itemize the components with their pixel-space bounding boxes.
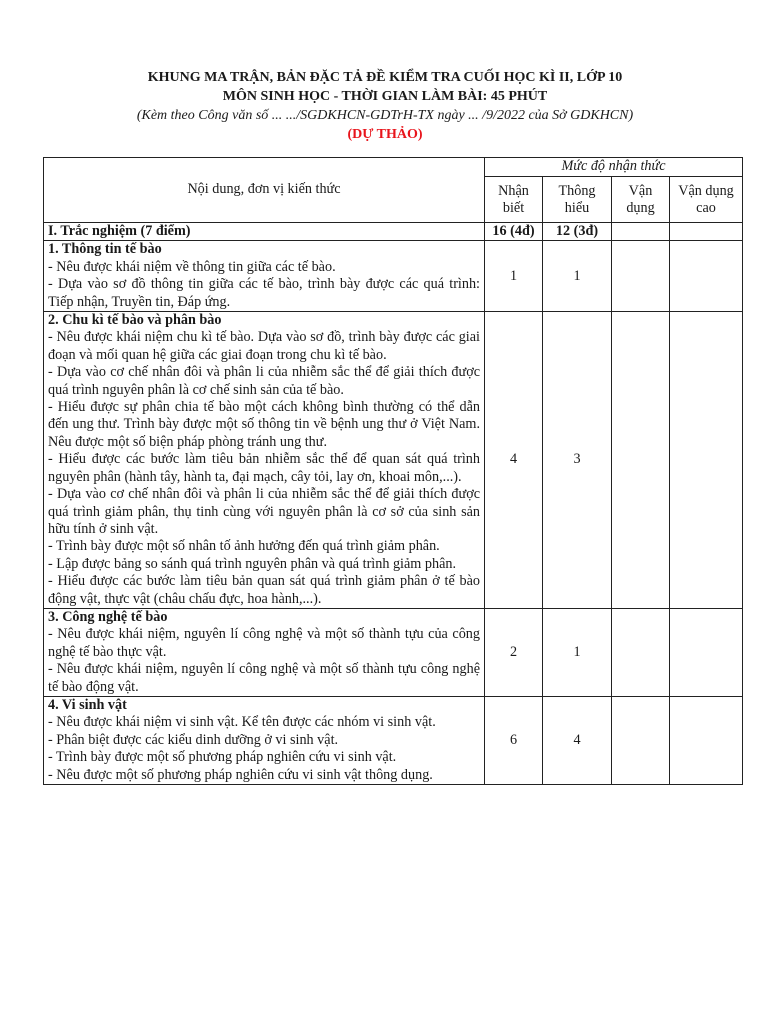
topic-line: - Nêu được khái niệm vi sinh vật. Kể tên được các nhóm vi sinh vật. xyxy=(48,714,436,731)
topic-cell xyxy=(44,241,485,312)
topic-title: 4. Vi sinh vật xyxy=(48,696,127,713)
topic-line: - Nêu được khái niệm, nguyên lí công nghệ và một số thành tựu của công nghệ tế bào thực vật. xyxy=(48,626,480,660)
knowledge-matrix-table xyxy=(43,157,743,785)
draft-label: (DỰ THẢO) xyxy=(347,127,423,142)
topic-line: - Dựa vào sơ đồ thông tin giữa các tế bào, trình bày được các quá trình: Tiếp nhận, Truyền tin, Đáp ứng. xyxy=(48,276,480,310)
topic-title: 3. Công nghệ tế bào xyxy=(48,608,168,625)
topic-title: 1. Thông tin tế bào xyxy=(48,241,162,258)
column-header-understand: Thông hiểu xyxy=(543,177,612,223)
topic-line: - Nêu được khái niệm, nguyên lí công nghệ và một số thành tựu công nghệ tế bào động vật. xyxy=(48,661,480,695)
value-apply-high xyxy=(670,608,743,696)
topic-cell xyxy=(44,608,485,696)
table-row xyxy=(44,696,743,784)
value-recognize: 1 xyxy=(485,241,543,312)
document-header xyxy=(40,68,730,144)
value-understand: 4 xyxy=(543,696,612,784)
value-understand: 1 xyxy=(543,608,612,696)
content-column-header: Nội dung, đơn vị kiến thức xyxy=(44,158,485,223)
topic-line: - Hiểu được sự phân chia tế bào một cách không bình thường có thể dẫn đến ung thư. Trình bày được một số thông tin về bệnh ung thư ở Việt Nam. Nêu được một số biện pháp phòng tránh ung thư. xyxy=(48,399,480,450)
topic-line: - Nêu được khái niệm về thông tin giữa các tế bào. xyxy=(48,258,336,275)
cognitive-level-header: Mức độ nhận thức xyxy=(485,158,743,177)
topic-line: - Phân biệt được các kiểu dinh dưỡng ở vi sinh vật. xyxy=(48,731,339,748)
document-title-line1: KHUNG MA TRẬN, BẢN ĐẶC TẢ ĐỀ KIỂM TRA CUỐI HỌC KÌ II, LỚP 10 xyxy=(147,70,623,85)
section-count-apply xyxy=(612,223,670,241)
value-understand: 1 xyxy=(543,241,612,312)
value-apply xyxy=(612,241,670,312)
value-recognize: 6 xyxy=(485,696,543,784)
column-header-apply-high: Vận dụng cao xyxy=(670,177,743,223)
document-subtitle: (Kèm theo Công văn số ... .../SGDKHCN-GDTrH-TX ngày ... /9/2022 của Sở GDKHCN) xyxy=(136,108,634,123)
topic-cell xyxy=(44,312,485,609)
value-apply-high xyxy=(670,241,743,312)
section-count-recognize: 16 (4đ) xyxy=(485,223,543,241)
value-apply-high xyxy=(670,696,743,784)
topic-line: - Nêu được khái niệm chu kì tế bào. Dựa vào sơ đồ, trình bày được các giai đoạn và mối quan hệ giữa các giai đoạn trong chu kì tế bào. xyxy=(48,329,480,363)
section-count-apply-high xyxy=(670,223,743,241)
table-row xyxy=(44,241,743,312)
document-title-line2: MÔN SINH HỌC - THỜI GIAN LÀM BÀI: 45 PHÚT xyxy=(222,89,548,104)
value-apply xyxy=(612,312,670,609)
topic-cell xyxy=(44,696,485,784)
topic-line: - Nêu được một số phương pháp nghiên cứu vi sinh vật thông dụng. xyxy=(48,766,433,783)
column-header-recognize: Nhận biết xyxy=(485,177,543,223)
topic-title: 2. Chu kì tế bào và phân bào xyxy=(48,312,222,329)
topic-line: - Hiểu được các bước làm tiêu bản nhiễm sắc thể để quan sát quá trình nguyên phân (hành tây, hành ta, đại mạch, cây tỏi, lay ơn, khoai môn,...). xyxy=(48,451,480,485)
topic-line: - Trình bày được một số phương pháp nghiên cứu vi sinh vật. xyxy=(48,749,397,766)
value-recognize: 2 xyxy=(485,608,543,696)
topic-line: - Dựa vào cơ chế nhân đôi và phân li của nhiễm sắc thể để giải thích được quá trình giảm phân, thụ tinh cùng với nguyên phân là cơ sở của sinh sản hữu tính ở sinh vật. xyxy=(48,486,480,537)
section-label: I. Trắc nghiệm (7 điểm) xyxy=(44,223,485,241)
table-row xyxy=(44,312,743,609)
topic-line: - Lập được bảng so sánh quá trình nguyên phân và quá trình giảm phân. xyxy=(48,555,457,572)
value-apply xyxy=(612,608,670,696)
topic-line: - Trình bày được một số nhân tố ảnh hưởng đến quá trình giảm phân. xyxy=(48,538,440,555)
topic-line: - Dựa vào cơ chế nhân đôi và phân li của nhiễm sắc thể để giải thích được quá trình nguyên phân là cơ chế sinh sản của tế bào. xyxy=(48,364,480,398)
value-apply xyxy=(612,696,670,784)
table-header-row xyxy=(44,158,743,177)
section-row xyxy=(44,223,743,241)
value-apply-high xyxy=(670,312,743,609)
topic-line: - Hiểu được các bước làm tiêu bản quan sát quá trình giảm phân ở tế bào động vật, thực vật (châu chấu đực, hoa hành,...). xyxy=(48,573,480,607)
value-understand: 3 xyxy=(543,312,612,609)
value-recognize: 4 xyxy=(485,312,543,609)
table-row xyxy=(44,608,743,696)
section-count-understand: 12 (3đ) xyxy=(543,223,612,241)
column-header-apply: Vận dụng xyxy=(612,177,670,223)
